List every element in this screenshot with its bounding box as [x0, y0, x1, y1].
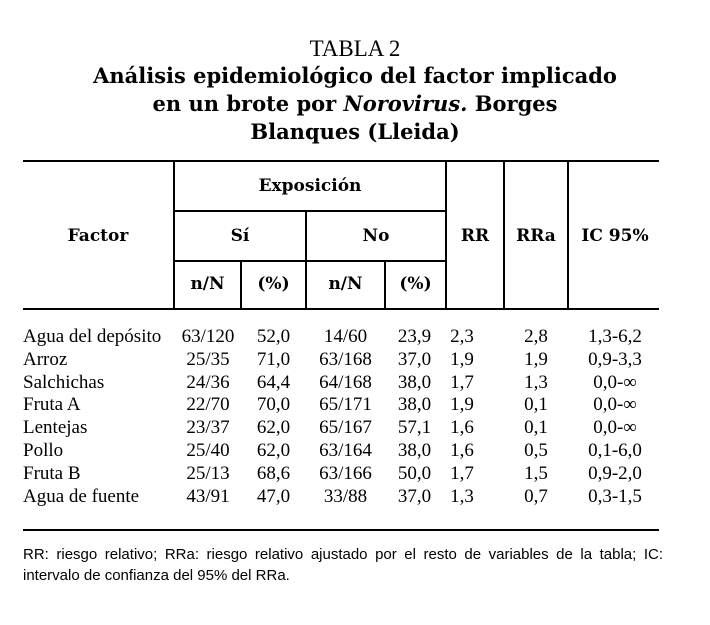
cell-rra: 0,5	[524, 439, 548, 461]
cell-no-pct: 38,0	[397, 439, 432, 461]
cell-rra: 1,3	[524, 371, 548, 393]
header-no-nN: n/N	[328, 274, 363, 294]
cell-rra: 1,5	[524, 462, 548, 484]
title-line-2-pre: en un brote por	[152, 91, 344, 116]
header-exposicion: Exposición	[258, 176, 362, 196]
header-no: No	[362, 226, 390, 246]
cell-si-nN: 43/91	[186, 485, 230, 507]
table-body	[0, 326, 710, 508]
cell-factor: Arroz	[23, 348, 68, 370]
cell-si-pct: 47,0	[256, 485, 291, 507]
header-si-pct: (%)	[257, 274, 290, 294]
cell-no-nN: 64/168	[319, 371, 372, 393]
cell-si-pct: 68,6	[256, 462, 291, 484]
header-bottom-rule	[23, 308, 659, 310]
cell-factor: Agua de fuente	[23, 485, 140, 507]
cell-no-nN: 63/164	[319, 439, 372, 461]
cell-ic: 0,0-∞	[593, 394, 637, 416]
cell-factor: Fruta A	[23, 394, 81, 416]
cell-rr: 1,9	[450, 394, 474, 416]
table-row	[0, 326, 710, 349]
table-footnote: RR: riesgo relativo; RRa: riesgo relativo ajustado por el resto de variables de la tabla; IC: intervalo de confianza del 95% del RRa.	[23, 546, 663, 584]
cell-ic: 0,9-2,0	[588, 462, 642, 484]
table-title-line-1: Análisis epidemiológico del factor implicado	[93, 63, 617, 88]
cell-factor: Salchichas	[23, 371, 105, 393]
header-rule-exposure	[173, 210, 447, 212]
table-row	[0, 486, 710, 509]
cell-no-nN: 65/167	[319, 417, 372, 439]
cell-no-pct: 38,0	[397, 371, 432, 393]
table-bottom-rule	[23, 529, 659, 531]
cell-no-pct: 23,9	[397, 326, 432, 347]
table-label: TABLA 2	[309, 36, 401, 61]
table-row	[0, 417, 710, 440]
cell-rra: 1,9	[524, 348, 548, 370]
cell-si-nN: 25/13	[186, 462, 230, 484]
header-ic: IC 95%	[581, 226, 649, 246]
cell-no-pct: 37,0	[397, 485, 432, 507]
cell-ic: 1,3-6,2	[588, 326, 642, 347]
cell-rr: 1,3	[450, 485, 474, 507]
table-row	[0, 440, 710, 463]
cell-no-pct: 57,1	[397, 417, 432, 439]
table-title-line-2	[0, 90, 710, 118]
cell-rr: 1,6	[450, 417, 474, 439]
cell-factor: Agua del depósito	[23, 326, 162, 347]
cell-rra: 0,1	[524, 417, 548, 439]
cell-rr: 2,3	[450, 326, 474, 347]
header-rr: RR	[460, 226, 490, 246]
cell-rr: 1,7	[450, 462, 474, 484]
cell-rra: 0,1	[524, 394, 548, 416]
title-italic-organism: Norovirus.	[343, 91, 468, 116]
cell-si-pct: 70,0	[256, 394, 291, 416]
table-top-rule	[23, 160, 659, 162]
table-row	[0, 463, 710, 486]
cell-si-pct: 62,0	[256, 439, 291, 461]
title-line-2-post: Borges	[467, 91, 558, 116]
cell-si-pct: 62,0	[256, 417, 291, 439]
cell-si-pct: 64,4	[256, 371, 291, 393]
cell-si-nN: 25/35	[186, 348, 230, 370]
cell-no-nN: 63/166	[319, 462, 372, 484]
cell-ic: 0,0-∞	[593, 417, 637, 439]
header-rule-si-no	[173, 260, 447, 262]
cell-factor: Pollo	[23, 439, 64, 461]
cell-factor: Lentejas	[23, 417, 88, 439]
cell-si-nN: 25/40	[186, 439, 230, 461]
cell-no-pct: 38,0	[397, 394, 432, 416]
cell-rra: 0,7	[524, 485, 548, 507]
cell-ic: 0,1-6,0	[588, 439, 642, 461]
cell-si-pct: 71,0	[256, 348, 291, 370]
cell-ic: 0,3-1,5	[588, 485, 642, 507]
cell-rra: 2,8	[524, 326, 548, 347]
table-row	[0, 349, 710, 372]
cell-no-nN: 63/168	[319, 348, 372, 370]
cell-rr: 1,9	[450, 348, 474, 370]
cell-si-nN: 63/120	[181, 326, 235, 347]
cell-si-nN: 23/37	[186, 417, 230, 439]
header-si: Sí	[230, 226, 250, 246]
cell-si-nN: 24/36	[186, 371, 230, 393]
table-title-line-3: Blanques (Lleida)	[250, 119, 460, 144]
header-si-nN: n/N	[190, 274, 225, 294]
table-row	[0, 372, 710, 395]
cell-ic: 0,9-3,3	[588, 348, 642, 370]
cell-no-nN: 14/60	[323, 326, 368, 347]
cell-factor: Fruta B	[23, 462, 81, 484]
cell-si-pct: 52,0	[256, 326, 291, 347]
cell-rr: 1,7	[450, 371, 474, 393]
table-row	[0, 394, 710, 417]
cell-no-pct: 50,0	[397, 462, 432, 484]
cell-si-nN: 22/70	[186, 394, 230, 416]
cell-ic: 0,0-∞	[593, 371, 637, 393]
cell-no-pct: 37,0	[397, 348, 432, 370]
cell-rr: 1,6	[450, 439, 474, 461]
header-factor: Factor	[67, 226, 129, 246]
header-no-pct: (%)	[399, 274, 432, 294]
header-rra: RRa	[516, 226, 556, 246]
cell-no-nN: 33/88	[323, 485, 368, 507]
cell-no-nN: 65/171	[319, 394, 372, 416]
table-title-block	[0, 36, 710, 146]
